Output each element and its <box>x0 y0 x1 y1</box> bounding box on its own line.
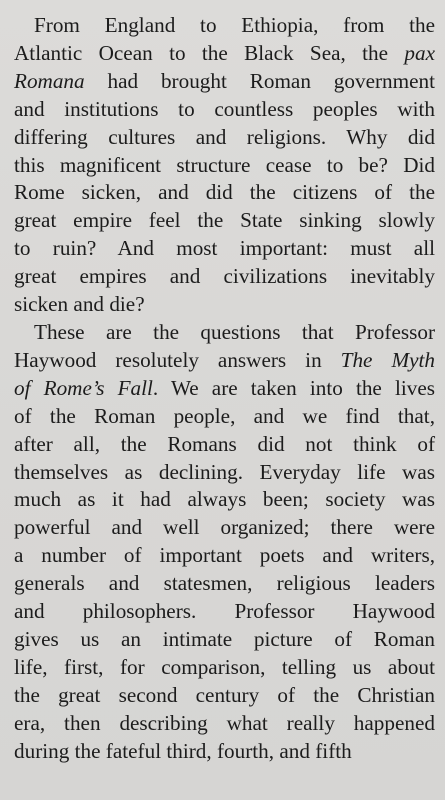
text-segment: These are the questions that Professor <box>34 319 435 344</box>
text-segment: era, then describing what really happened <box>14 710 435 735</box>
text-segment: and institutions to countless peoples with <box>14 96 435 121</box>
text-segment: this magnificent structure cease to be? Did <box>14 152 435 177</box>
text-segment: much as it had always been; society was <box>14 487 435 512</box>
text-line <box>14 235 435 263</box>
text-line <box>14 542 435 570</box>
italic-title-text: pax <box>404 40 435 65</box>
text-segment: great empire feel the State sinking slowly <box>14 208 435 233</box>
text-line <box>14 598 435 626</box>
text-line <box>14 96 435 124</box>
text-segment: great empires and civilizations inevitably <box>14 264 435 289</box>
text-segment: during the fateful third, fourth, and fifth <box>14 738 352 763</box>
text-segment: after all, the Romans did not think of <box>14 431 435 456</box>
text-line <box>14 431 435 459</box>
text-segment: Rome sicken, and did the citizens of the <box>14 180 435 205</box>
text-line <box>14 263 435 291</box>
text-line <box>14 486 435 514</box>
text-line <box>14 124 435 152</box>
text-segment: the great second century of the Christian <box>14 682 435 707</box>
text-segment: powerful and well organized; there were <box>14 515 435 540</box>
text-segment: Atlantic Ocean to the Black Sea, the <box>14 40 405 65</box>
italic-title-text: Romana <box>14 68 85 93</box>
text-line <box>14 459 435 487</box>
text-segment: gives us an intimate picture of Roman <box>14 626 435 651</box>
text-line <box>14 179 435 207</box>
text-segment: a number of important poets and writers, <box>14 543 435 568</box>
text-line <box>14 207 435 235</box>
text-segment: to ruin? And most important: must all <box>14 236 435 261</box>
text-line <box>14 375 435 403</box>
italic-title-text: of Rome’s Fall <box>14 375 153 400</box>
text-segment: Haywood resolutely answers in <box>14 347 341 372</box>
text-segment: of the Roman people, and we find that, <box>14 403 435 428</box>
text-line <box>14 40 435 68</box>
text-line <box>14 710 435 738</box>
text-line <box>14 654 435 682</box>
text-line <box>14 68 435 96</box>
paragraph-1 <box>14 12 435 319</box>
text-segment: . We are taken into the lives <box>152 375 435 400</box>
text-line <box>14 682 435 710</box>
text-line <box>14 319 435 347</box>
text-segment: generals and statesmen, religious leaders <box>14 571 435 596</box>
text-line <box>14 514 435 542</box>
paragraph-2 <box>14 319 435 766</box>
text-line <box>14 403 435 431</box>
text-segment: and philosophers. Professor Haywood <box>14 599 435 624</box>
text-segment: had brought Roman government <box>84 68 435 93</box>
text-segment: themselves as declining. Everyday life was <box>14 459 435 484</box>
text-segment: From England to Ethiopia, from the <box>34 13 435 37</box>
italic-title-text: The Myth <box>340 347 435 372</box>
text-line <box>14 12 435 40</box>
text-line <box>14 152 435 180</box>
text-segment: life, first, for comparison, telling us about <box>14 654 435 679</box>
text-segment: sicken and die? <box>14 292 145 317</box>
text-line <box>14 570 435 598</box>
text-line <box>14 738 435 766</box>
text-segment: differing cultures and religions. Why did <box>14 124 435 149</box>
text-line <box>14 291 435 319</box>
text-line <box>14 347 435 375</box>
text-line <box>14 626 435 654</box>
